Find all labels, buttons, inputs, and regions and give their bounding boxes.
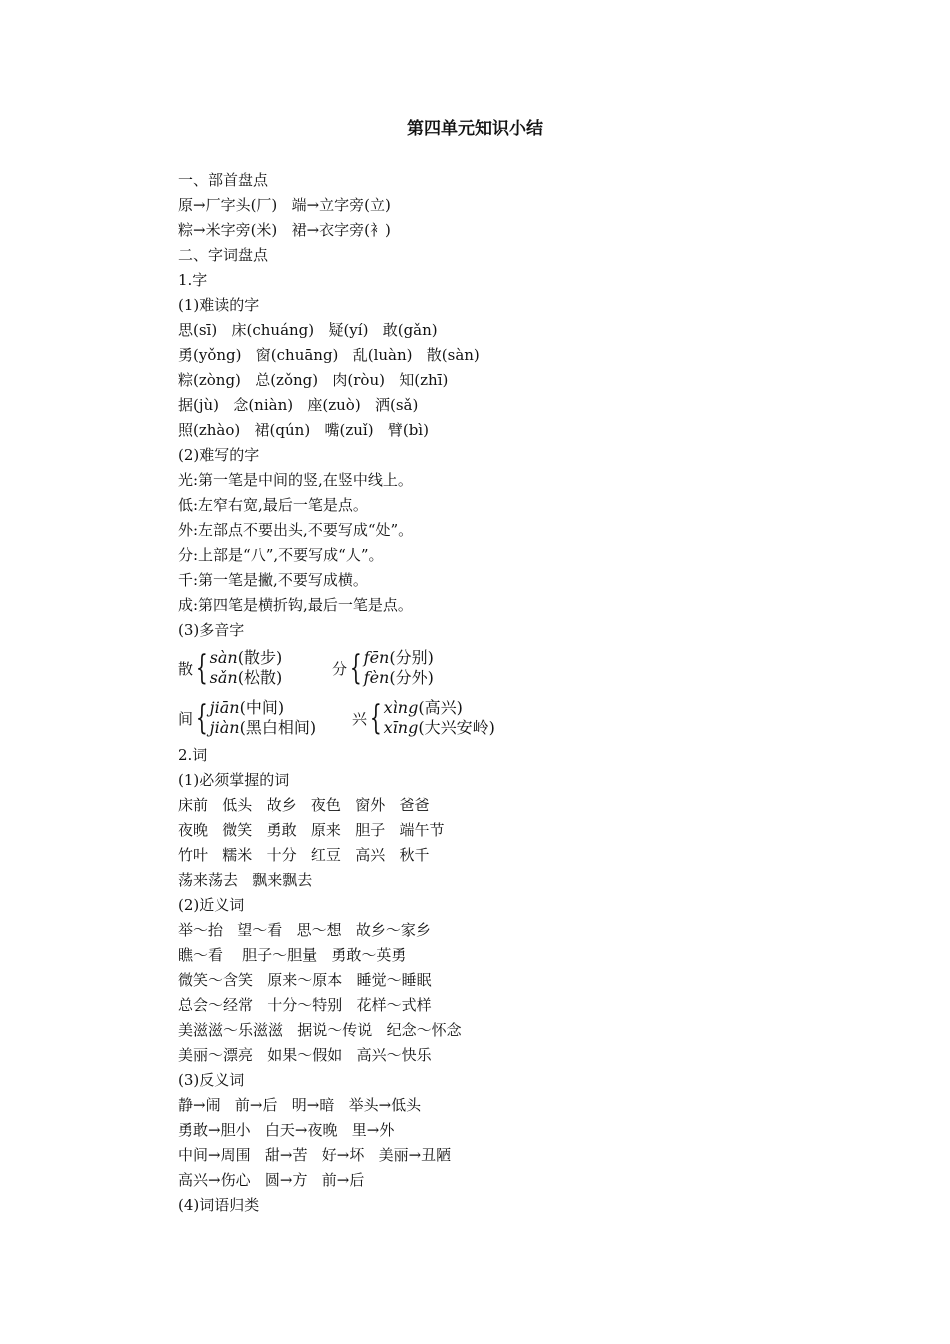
polyphone-heading: (3)多音字 — [178, 621, 245, 639]
synonym-row: 总会～经常 十分～特别 花样～式样 — [178, 996, 432, 1014]
polyphone-group — [178, 698, 328, 738]
hard-read-row: 据(jù) 念(niàn) 座(zuò) 洒(sǎ) — [178, 396, 419, 414]
left-brace-icon: { — [349, 648, 362, 688]
hard-write-row: 低:左窄右宽,最后一笔是点。 — [178, 496, 368, 514]
must-words-row: 床前 低头 故乡 夜色 窗外 爸爸 — [178, 796, 430, 814]
hard-write-row: 外:左部点不要出头,不要写成“处”。 — [178, 521, 414, 539]
polyphone-reading: fèn(分外) — [363, 668, 434, 687]
polyphone-group — [178, 648, 308, 688]
polyphone-group — [332, 648, 434, 688]
synonym-row: 美滋滋～乐滋滋 据说～传说 纪念～怀念 — [178, 1021, 462, 1039]
polyphone-reading: xīng(大兴安岭) — [383, 718, 495, 737]
synonym-row: 微笑～含笑 原来～原本 睡觉～睡眠 — [178, 971, 432, 989]
document-body — [178, 168, 878, 1218]
subsection-characters: 1.字 — [178, 271, 208, 289]
polyphone-char: 间 — [178, 709, 194, 728]
polyphone-char: 散 — [178, 659, 194, 678]
must-words-row: 荡来荡去 飘来飘去 — [178, 871, 313, 889]
hard-read-row: 思(sī) 床(chuáng) 疑(yí) 敢(gǎn) — [178, 321, 438, 339]
polyphone-reading: jiān(中间) — [209, 698, 285, 717]
must-words-row: 竹叶 糯米 十分 红豆 高兴 秋千 — [178, 846, 430, 864]
hard-write-row: 千:第一笔是撇,不要写成横。 — [178, 571, 368, 589]
hard-write-heading: (2)难写的字 — [178, 446, 260, 464]
synonym-heading: (2)近义词 — [178, 896, 245, 914]
antonym-row: 高兴→伤心 圆→方 前→后 — [178, 1171, 365, 1189]
must-words-heading: (1)必须掌握的词 — [178, 771, 290, 789]
radical-row: 原→厂字头(厂) 端→立字旁(立) — [178, 196, 391, 214]
section-heading-radicals: 一、部首盘点 — [178, 171, 269, 189]
must-words-row: 夜晚 微笑 勇敢 原来 胆子 端午节 — [178, 821, 445, 839]
polyphone-readings — [384, 698, 495, 738]
polyphone-readings — [210, 698, 316, 738]
polyphone-char: 兴 — [352, 709, 368, 728]
classify-heading: (4)词语归类 — [178, 1196, 260, 1214]
antonym-heading: (3)反义词 — [178, 1071, 245, 1089]
radical-row: 粽→米字旁(米) 裙→衣字旁(衤) — [178, 221, 391, 239]
polyphone-reading: sàn(散步) — [209, 648, 283, 667]
left-brace-icon: { — [195, 698, 208, 738]
antonym-row: 中间→周围 甜→苦 好→坏 美丽→丑陋 — [178, 1146, 452, 1164]
hard-write-row: 成:第四笔是横折钩,最后一笔是点。 — [178, 596, 413, 614]
polyphone-reading: jiàn(黑白相间) — [209, 718, 317, 737]
polyphone-group — [352, 698, 495, 738]
section-heading-words: 二、字词盘点 — [178, 246, 269, 264]
polyphone-reading: fēn(分别) — [363, 648, 434, 667]
synonym-row: 美丽～漂亮 如果～假如 高兴～快乐 — [178, 1046, 432, 1064]
polyphone-readings — [210, 648, 283, 688]
subsection-words: 2.词 — [178, 746, 208, 764]
synonym-row: 瞧～看 胆子～胆量 勇敢～英勇 — [178, 946, 407, 964]
polyphone-readings — [364, 648, 434, 688]
left-brace-icon: { — [369, 698, 382, 738]
polyphone-reading: sǎn(松散) — [209, 668, 283, 687]
antonym-row: 静→闹 前→后 明→暗 举头→低头 — [178, 1096, 422, 1114]
hard-write-row: 光:第一笔是中间的竖,在竖中线上。 — [178, 471, 413, 489]
polyphone-reading: xìng(高兴) — [383, 698, 463, 717]
hard-read-row: 勇(yǒng) 窗(chuāng) 乱(luàn) 散(sàn) — [178, 346, 480, 364]
page-title: 第四单元知识小结 — [407, 119, 543, 139]
polyphone-row — [178, 643, 878, 693]
left-brace-icon: { — [195, 648, 208, 688]
polyphone-row — [178, 693, 878, 743]
hard-write-row: 分:上部是“八”,不要写成“人”。 — [178, 546, 384, 564]
synonym-row: 举～抬 望～看 思～想 故乡～家乡 — [178, 921, 431, 939]
hard-read-row: 照(zhào) 裙(qún) 嘴(zuǐ) 臂(bì) — [178, 421, 429, 439]
polyphone-char: 分 — [332, 659, 348, 678]
hard-read-row: 粽(zòng) 总(zǒng) 肉(ròu) 知(zhī) — [178, 371, 449, 389]
antonym-row: 勇敢→胆小 白天→夜晚 里→外 — [178, 1121, 395, 1139]
hard-read-heading: (1)难读的字 — [178, 296, 260, 314]
